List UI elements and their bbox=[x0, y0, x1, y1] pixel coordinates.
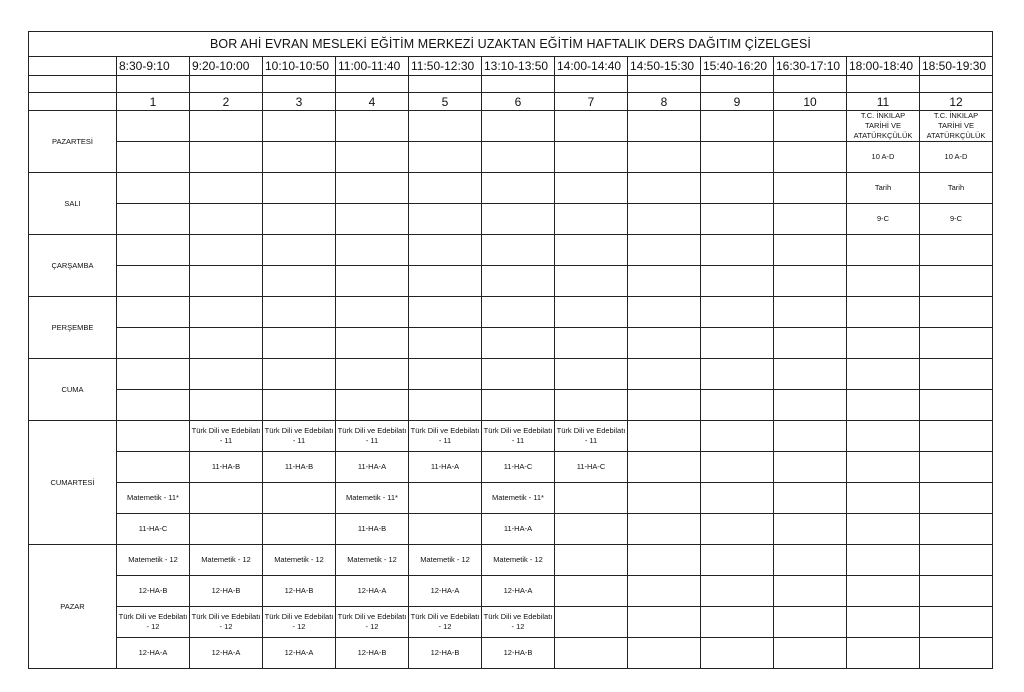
empty-cell bbox=[263, 76, 336, 93]
lesson-cell: 12-HA-B bbox=[190, 576, 263, 607]
lesson-cell bbox=[555, 204, 628, 235]
day-label: PAZAR bbox=[29, 545, 117, 669]
lesson-cell: Matemetik - 12 bbox=[190, 545, 263, 576]
empty-cell bbox=[29, 76, 117, 93]
lesson-cell bbox=[336, 235, 409, 266]
lesson-cell: Türk Dili ve Edebilatı - 12 bbox=[336, 607, 409, 638]
spacer-row bbox=[29, 76, 993, 93]
lesson-cell bbox=[774, 514, 847, 545]
lesson-cell bbox=[555, 235, 628, 266]
lesson-cell bbox=[263, 142, 336, 173]
lesson-cell bbox=[920, 514, 993, 545]
lesson-cell bbox=[774, 142, 847, 173]
lesson-cell bbox=[628, 545, 701, 576]
lesson-cell bbox=[482, 142, 555, 173]
lesson-cell bbox=[555, 297, 628, 328]
lesson-cell bbox=[701, 204, 774, 235]
lesson-cell bbox=[336, 173, 409, 204]
lesson-cell bbox=[920, 452, 993, 483]
lesson-cell: Türk Dili ve Edebilatı - 12 bbox=[263, 607, 336, 638]
day-row bbox=[29, 235, 993, 266]
lesson-cell bbox=[774, 390, 847, 421]
lesson-cell: Türk Dili ve Edebilatı - 11 bbox=[263, 421, 336, 452]
lesson-cell: Tarih bbox=[847, 173, 920, 204]
period-number: 4 bbox=[336, 93, 409, 111]
lesson-cell: Türk Dili ve Edebilatı - 12 bbox=[190, 607, 263, 638]
lesson-cell: 12-HA-B bbox=[336, 638, 409, 669]
day-row bbox=[29, 483, 993, 514]
lesson-cell: Türk Dili ve Edebilatı - 11 bbox=[336, 421, 409, 452]
lesson-cell bbox=[555, 390, 628, 421]
lesson-cell: Matemetik - 12 bbox=[336, 545, 409, 576]
lesson-cell bbox=[409, 359, 482, 390]
lesson-cell bbox=[847, 514, 920, 545]
empty-cell bbox=[336, 76, 409, 93]
lesson-cell bbox=[555, 514, 628, 545]
lesson-cell bbox=[920, 545, 993, 576]
lesson-cell bbox=[117, 390, 190, 421]
lesson-cell bbox=[555, 545, 628, 576]
empty-cell bbox=[701, 76, 774, 93]
day-row bbox=[29, 452, 993, 483]
day-label: ÇARŞAMBA bbox=[29, 235, 117, 297]
lesson-cell bbox=[555, 173, 628, 204]
time-slot: 9:20-10:00 bbox=[190, 57, 263, 76]
lesson-cell bbox=[628, 204, 701, 235]
lesson-cell bbox=[482, 390, 555, 421]
lesson-cell bbox=[190, 173, 263, 204]
lesson-cell bbox=[555, 328, 628, 359]
day-row bbox=[29, 204, 993, 235]
lesson-cell bbox=[482, 297, 555, 328]
lesson-cell bbox=[774, 545, 847, 576]
lesson-cell: 10 A-D bbox=[920, 142, 993, 173]
lesson-cell bbox=[263, 297, 336, 328]
day-row bbox=[29, 297, 993, 328]
lesson-cell bbox=[847, 235, 920, 266]
lesson-cell bbox=[628, 638, 701, 669]
lesson-cell: 9-C bbox=[920, 204, 993, 235]
lesson-cell bbox=[409, 266, 482, 297]
period-number: 12 bbox=[920, 93, 993, 111]
lesson-cell bbox=[336, 390, 409, 421]
lesson-cell bbox=[117, 173, 190, 204]
lesson-cell bbox=[701, 421, 774, 452]
lesson-cell bbox=[920, 297, 993, 328]
lesson-cell: 11-HA-B bbox=[263, 452, 336, 483]
lesson-cell bbox=[774, 173, 847, 204]
lesson-cell bbox=[409, 173, 482, 204]
lesson-cell bbox=[847, 607, 920, 638]
lesson-cell bbox=[190, 235, 263, 266]
lesson-cell bbox=[555, 142, 628, 173]
lesson-cell bbox=[701, 483, 774, 514]
lesson-cell: 12-HA-A bbox=[336, 576, 409, 607]
lesson-cell: T.C. İNKILAP TARİHİ VE ATATÜRKÇÜLÜK bbox=[920, 111, 993, 142]
time-slot: 16:30-17:10 bbox=[774, 57, 847, 76]
lesson-cell bbox=[847, 576, 920, 607]
lesson-cell bbox=[409, 204, 482, 235]
lesson-cell: T.C. İNKILAP TARİHİ VE ATATÜRKÇÜLÜK bbox=[847, 111, 920, 142]
lesson-cell bbox=[482, 204, 555, 235]
lesson-cell: 9-C bbox=[847, 204, 920, 235]
lesson-cell bbox=[263, 235, 336, 266]
period-number: 11 bbox=[847, 93, 920, 111]
lesson-cell bbox=[920, 390, 993, 421]
lesson-cell bbox=[701, 638, 774, 669]
lesson-cell bbox=[628, 111, 701, 142]
day-row bbox=[29, 111, 993, 142]
lesson-cell: 10 A-D bbox=[847, 142, 920, 173]
lesson-cell: 12-HA-B bbox=[263, 576, 336, 607]
lesson-cell bbox=[628, 328, 701, 359]
corner-cell bbox=[29, 93, 117, 111]
lesson-cell: Türk Dili ve Edebilatı - 11 bbox=[555, 421, 628, 452]
lesson-cell: 12-HA-A bbox=[190, 638, 263, 669]
lesson-cell bbox=[336, 328, 409, 359]
title-row bbox=[29, 32, 993, 57]
period-number: 10 bbox=[774, 93, 847, 111]
lesson-cell bbox=[701, 297, 774, 328]
day-row bbox=[29, 638, 993, 669]
period-number-row bbox=[29, 93, 993, 111]
lesson-cell: 12-HA-A bbox=[482, 576, 555, 607]
lesson-cell bbox=[628, 390, 701, 421]
lesson-cell bbox=[920, 266, 993, 297]
lesson-cell bbox=[847, 421, 920, 452]
lesson-cell bbox=[409, 297, 482, 328]
lesson-cell: Türk Dili ve Edebilatı - 12 bbox=[482, 607, 555, 638]
empty-cell bbox=[774, 76, 847, 93]
time-slot: 15:40-16:20 bbox=[701, 57, 774, 76]
lesson-cell bbox=[263, 483, 336, 514]
lesson-cell bbox=[263, 111, 336, 142]
lesson-cell bbox=[847, 266, 920, 297]
lesson-cell bbox=[482, 359, 555, 390]
lesson-cell bbox=[774, 111, 847, 142]
time-slot: 8:30-9:10 bbox=[117, 57, 190, 76]
lesson-cell bbox=[701, 235, 774, 266]
lesson-cell bbox=[555, 483, 628, 514]
lesson-cell: 12-HA-B bbox=[482, 638, 555, 669]
lesson-cell bbox=[920, 483, 993, 514]
lesson-cell bbox=[701, 328, 774, 359]
lesson-cell bbox=[774, 266, 847, 297]
time-slot: 14:50-15:30 bbox=[628, 57, 701, 76]
lesson-cell bbox=[336, 204, 409, 235]
lesson-cell bbox=[628, 607, 701, 638]
lesson-cell bbox=[263, 204, 336, 235]
lesson-cell bbox=[263, 173, 336, 204]
lesson-cell: 11-HA-C bbox=[482, 452, 555, 483]
time-slot: 13:10-13:50 bbox=[482, 57, 555, 76]
lesson-cell bbox=[701, 390, 774, 421]
period-number: 3 bbox=[263, 93, 336, 111]
lesson-cell bbox=[920, 421, 993, 452]
lesson-cell bbox=[774, 452, 847, 483]
lesson-cell bbox=[190, 390, 263, 421]
lesson-cell bbox=[117, 142, 190, 173]
lesson-cell bbox=[336, 111, 409, 142]
lesson-cell bbox=[336, 359, 409, 390]
lesson-cell bbox=[263, 514, 336, 545]
day-row bbox=[29, 359, 993, 390]
lesson-cell bbox=[774, 359, 847, 390]
lesson-cell: Türk Dili ve Edebilatı - 12 bbox=[117, 607, 190, 638]
lesson-cell bbox=[555, 359, 628, 390]
lesson-cell bbox=[190, 297, 263, 328]
lesson-cell: 11-HA-B bbox=[190, 452, 263, 483]
sheet-title: BOR AHİ EVRAN MESLEKİ EĞİTİM MERKEZİ UZAKTAN EĞİTİM HAFTALIK DERS DAĞITIM ÇİZELGESİ bbox=[29, 32, 993, 57]
time-slot-row bbox=[29, 57, 993, 76]
lesson-cell bbox=[920, 235, 993, 266]
day-row bbox=[29, 328, 993, 359]
lesson-cell bbox=[774, 576, 847, 607]
lesson-cell bbox=[117, 266, 190, 297]
lesson-cell bbox=[190, 328, 263, 359]
lesson-cell bbox=[920, 576, 993, 607]
lesson-cell bbox=[117, 111, 190, 142]
lesson-cell bbox=[701, 111, 774, 142]
lesson-cell bbox=[409, 483, 482, 514]
empty-cell bbox=[190, 76, 263, 93]
lesson-cell: Tarih bbox=[920, 173, 993, 204]
period-number: 5 bbox=[409, 93, 482, 111]
empty-cell bbox=[117, 76, 190, 93]
lesson-cell bbox=[847, 483, 920, 514]
lesson-cell bbox=[555, 607, 628, 638]
lesson-cell bbox=[190, 359, 263, 390]
lesson-cell bbox=[336, 266, 409, 297]
lesson-cell bbox=[190, 204, 263, 235]
lesson-cell bbox=[117, 328, 190, 359]
lesson-cell bbox=[847, 390, 920, 421]
lesson-cell bbox=[847, 359, 920, 390]
day-row bbox=[29, 545, 993, 576]
lesson-cell bbox=[847, 452, 920, 483]
lesson-cell bbox=[117, 359, 190, 390]
corner-cell bbox=[29, 57, 117, 76]
time-slot: 11:00-11:40 bbox=[336, 57, 409, 76]
lesson-cell: Türk Dili ve Edebilatı - 12 bbox=[409, 607, 482, 638]
empty-cell bbox=[847, 76, 920, 93]
lesson-cell bbox=[482, 111, 555, 142]
empty-cell bbox=[409, 76, 482, 93]
lesson-cell bbox=[701, 359, 774, 390]
day-row bbox=[29, 607, 993, 638]
lesson-cell bbox=[409, 328, 482, 359]
day-row bbox=[29, 514, 993, 545]
lesson-cell bbox=[263, 328, 336, 359]
lesson-cell bbox=[263, 390, 336, 421]
time-slot: 18:00-18:40 bbox=[847, 57, 920, 76]
lesson-cell bbox=[628, 514, 701, 545]
lesson-cell bbox=[628, 421, 701, 452]
period-number: 6 bbox=[482, 93, 555, 111]
lesson-cell bbox=[409, 142, 482, 173]
lesson-cell bbox=[701, 173, 774, 204]
time-slot: 11:50-12:30 bbox=[409, 57, 482, 76]
lesson-cell bbox=[482, 173, 555, 204]
lesson-cell bbox=[409, 235, 482, 266]
lesson-cell bbox=[920, 607, 993, 638]
lesson-cell: 11-HA-C bbox=[555, 452, 628, 483]
time-slot: 14:00-14:40 bbox=[555, 57, 628, 76]
lesson-cell bbox=[628, 452, 701, 483]
lesson-cell bbox=[117, 452, 190, 483]
lesson-cell bbox=[336, 142, 409, 173]
schedule-body bbox=[29, 32, 993, 669]
day-label: CUMA bbox=[29, 359, 117, 421]
day-row bbox=[29, 173, 993, 204]
day-row bbox=[29, 266, 993, 297]
lesson-cell: 11-HA-A bbox=[409, 452, 482, 483]
lesson-cell bbox=[701, 514, 774, 545]
lesson-cell bbox=[190, 266, 263, 297]
lesson-cell: 12-HA-B bbox=[117, 576, 190, 607]
lesson-cell bbox=[701, 607, 774, 638]
lesson-cell: Türk Dili ve Edebilatı - 11 bbox=[482, 421, 555, 452]
lesson-cell bbox=[774, 483, 847, 514]
lesson-cell: Matemetik - 12 bbox=[482, 545, 555, 576]
lesson-cell bbox=[701, 142, 774, 173]
time-slot: 10:10-10:50 bbox=[263, 57, 336, 76]
empty-cell bbox=[920, 76, 993, 93]
period-number: 7 bbox=[555, 93, 628, 111]
lesson-cell bbox=[628, 576, 701, 607]
lesson-cell: Türk Dili ve Edebilatı - 11 bbox=[190, 421, 263, 452]
lesson-cell bbox=[847, 545, 920, 576]
day-row bbox=[29, 142, 993, 173]
lesson-cell bbox=[482, 328, 555, 359]
lesson-cell bbox=[847, 297, 920, 328]
lesson-cell bbox=[555, 111, 628, 142]
lesson-cell bbox=[774, 607, 847, 638]
lesson-cell bbox=[701, 576, 774, 607]
period-number: 2 bbox=[190, 93, 263, 111]
lesson-cell bbox=[774, 297, 847, 328]
period-number: 8 bbox=[628, 93, 701, 111]
lesson-cell bbox=[190, 483, 263, 514]
day-label: PERŞEMBE bbox=[29, 297, 117, 359]
lesson-cell bbox=[628, 142, 701, 173]
lesson-cell bbox=[701, 452, 774, 483]
lesson-cell bbox=[117, 297, 190, 328]
lesson-cell bbox=[628, 173, 701, 204]
lesson-cell bbox=[482, 235, 555, 266]
lesson-cell: 12-HA-B bbox=[409, 638, 482, 669]
lesson-cell bbox=[263, 266, 336, 297]
schedule-table bbox=[28, 31, 993, 669]
lesson-cell: 12-HA-A bbox=[409, 576, 482, 607]
lesson-cell bbox=[774, 638, 847, 669]
lesson-cell bbox=[117, 204, 190, 235]
lesson-cell bbox=[920, 328, 993, 359]
lesson-cell bbox=[701, 545, 774, 576]
lesson-cell bbox=[774, 235, 847, 266]
lesson-cell bbox=[555, 576, 628, 607]
empty-cell bbox=[628, 76, 701, 93]
lesson-cell: 11-HA-A bbox=[482, 514, 555, 545]
empty-cell bbox=[482, 76, 555, 93]
lesson-cell: 11-HA-A bbox=[336, 452, 409, 483]
day-label: SALI bbox=[29, 173, 117, 235]
lesson-cell bbox=[920, 359, 993, 390]
lesson-cell bbox=[920, 638, 993, 669]
day-row bbox=[29, 390, 993, 421]
lesson-cell bbox=[190, 111, 263, 142]
lesson-cell: 11-HA-C bbox=[117, 514, 190, 545]
period-number: 9 bbox=[701, 93, 774, 111]
lesson-cell bbox=[263, 359, 336, 390]
lesson-cell: 12-HA-A bbox=[117, 638, 190, 669]
lesson-cell: 12-HA-A bbox=[263, 638, 336, 669]
lesson-cell bbox=[117, 421, 190, 452]
lesson-cell bbox=[482, 266, 555, 297]
empty-cell bbox=[555, 76, 628, 93]
lesson-cell: Matemetik - 12 bbox=[117, 545, 190, 576]
lesson-cell bbox=[628, 483, 701, 514]
lesson-cell bbox=[190, 514, 263, 545]
lesson-cell: Matemetik - 11* bbox=[482, 483, 555, 514]
day-label: CUMARTESİ bbox=[29, 421, 117, 545]
lesson-cell: Matemetik - 11* bbox=[336, 483, 409, 514]
lesson-cell bbox=[555, 638, 628, 669]
lesson-cell bbox=[555, 266, 628, 297]
lesson-cell bbox=[628, 359, 701, 390]
lesson-cell bbox=[774, 421, 847, 452]
lesson-cell: 11-HA-B bbox=[336, 514, 409, 545]
day-label: PAZARTESİ bbox=[29, 111, 117, 173]
lesson-cell bbox=[190, 142, 263, 173]
day-row bbox=[29, 576, 993, 607]
lesson-cell: Matemetik - 12 bbox=[263, 545, 336, 576]
lesson-cell bbox=[336, 297, 409, 328]
lesson-cell bbox=[409, 111, 482, 142]
lesson-cell bbox=[847, 638, 920, 669]
lesson-cell: Türk Dili ve Edebilatı - 11 bbox=[409, 421, 482, 452]
lesson-cell bbox=[117, 235, 190, 266]
lesson-cell bbox=[847, 328, 920, 359]
lesson-cell bbox=[409, 390, 482, 421]
lesson-cell: Matemetik - 11* bbox=[117, 483, 190, 514]
lesson-cell: Matemetik - 12 bbox=[409, 545, 482, 576]
lesson-cell bbox=[774, 204, 847, 235]
lesson-cell bbox=[628, 266, 701, 297]
period-number: 1 bbox=[117, 93, 190, 111]
lesson-cell bbox=[409, 514, 482, 545]
time-slot: 18:50-19:30 bbox=[920, 57, 993, 76]
lesson-cell bbox=[628, 297, 701, 328]
lesson-cell bbox=[701, 266, 774, 297]
day-row bbox=[29, 421, 993, 452]
lesson-cell bbox=[628, 235, 701, 266]
lesson-cell bbox=[774, 328, 847, 359]
